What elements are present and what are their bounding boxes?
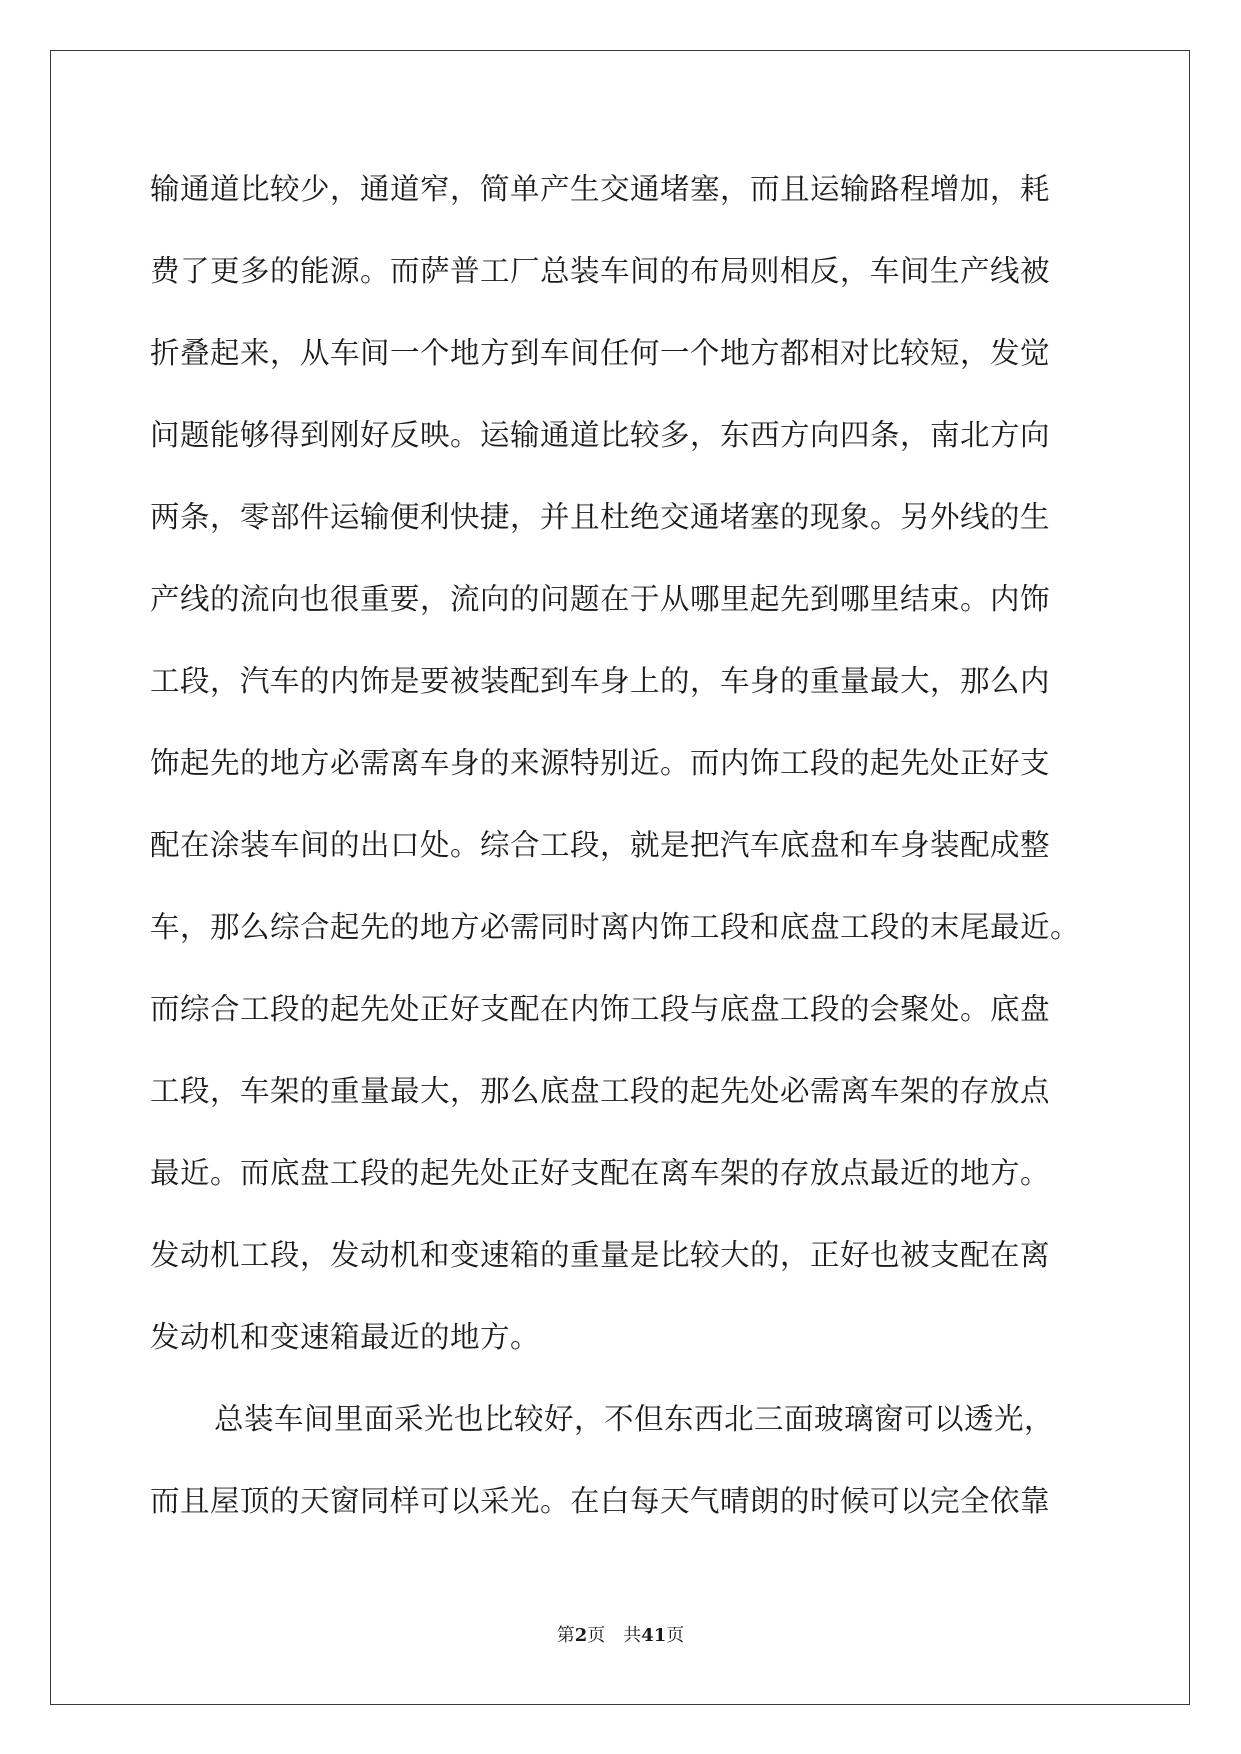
text-line: 折叠起来，从车间一个地方到车间任何一个地方都相对比较短，发觉 — [150, 336, 1051, 370]
text-line: 费了更多的能源。而萨普工厂总装车间的布局则相反，车间生产线被 — [150, 254, 1051, 288]
text-line: 产线的流向也很重要，流向的问题在于从哪里起先到哪里结束。内饰 — [150, 582, 1051, 616]
page-prefix: 第 — [556, 1625, 575, 1646]
text-line: 工段，汽车的内饰是要被装配到车身上的，车身的重量最大，那么内 — [150, 664, 1051, 698]
text-line: 输通道比较少，通道窄，简单产生交通堵塞，而且运输路程增加，耗 — [150, 172, 1051, 206]
text-line: 饰起先的地方必需离车身的来源特别近。而内饰工段的起先处正好支 — [150, 746, 1051, 780]
text-line: 发动机和变速箱最近的地方。 — [150, 1320, 541, 1354]
text-line: 而且屋顶的天窗同样可以采光。在白每天气晴朗的时候可以完全依靠 — [150, 1484, 1051, 1518]
text-line: 两条，零部件运输便利快捷，并且杜绝交通堵塞的现象。另外线的生 — [150, 500, 1051, 534]
text-line: 最近。而底盘工段的起先处正好支配在离车架的存放点最近的地方。 — [150, 1156, 1051, 1190]
text-line: 问题能够得到刚好反映。运输通道比较多，东西方向四条，南北方向 — [150, 418, 1051, 452]
text-line: 工段，车架的重量最大，那么底盘工段的起先处必需离车架的存放点 — [150, 1074, 1051, 1108]
page-suffix: 页 — [587, 1625, 606, 1646]
body-text — [150, 164, 1095, 1558]
text-line: 配在涂装车间的出口处。综合工段，就是把汽车底盘和车身装配成整 — [150, 828, 1051, 862]
page-footer — [0, 1621, 1241, 1647]
page-number: 2 — [574, 1625, 588, 1646]
total-pages: 41 — [641, 1625, 667, 1646]
text-line: 车，那么综合起先的地方必需同时离内饰工段和底盘工段的末尾最近。 — [150, 910, 1081, 944]
total-prefix: 共 — [623, 1625, 642, 1646]
text-line-paragraph-start: 总装车间里面采光也比较好，不但东西北三面玻璃窗可以透光， — [214, 1402, 1055, 1436]
text-line: 而综合工段的起先处正好支配在内饰工段与底盘工段的会聚处。底盘 — [150, 992, 1051, 1026]
text-line: 发动机工段，发动机和变速箱的重量是比较大的，正好也被支配在离 — [150, 1238, 1051, 1272]
total-suffix: 页 — [666, 1625, 685, 1646]
